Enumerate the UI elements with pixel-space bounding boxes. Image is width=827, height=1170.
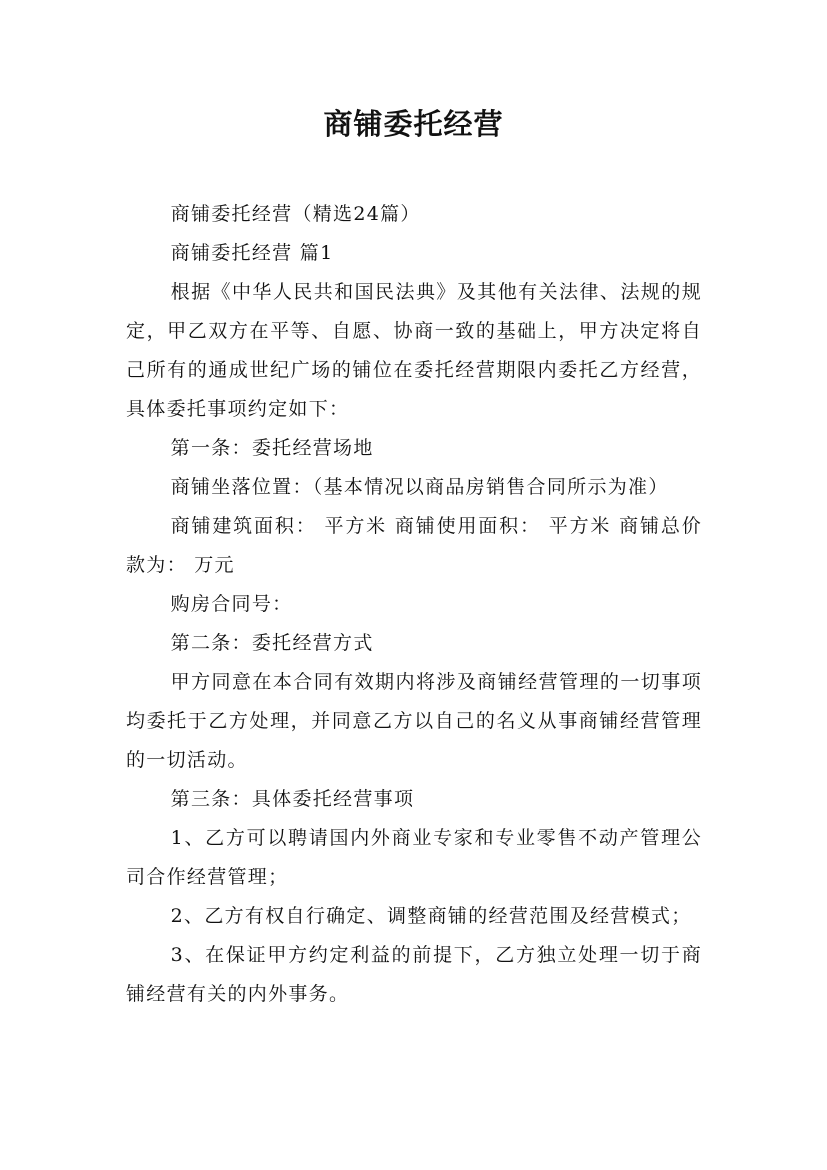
paragraph-article-3-heading: 第三条：具体委托经营事项 (170, 788, 415, 810)
paragraph-article-1-heading: 第一条：委托经营场地 (170, 437, 374, 459)
paragraph-shop-location: 商铺坐落位置：（基本情况以商品房销售合同所示为准） (170, 476, 669, 498)
paragraph-collection-title: 商铺委托经营（精选24篇） (170, 203, 421, 225)
paragraph-item-2: 2、乙方有权自行确定、调整商铺的经营范围及经营模式； (170, 905, 692, 927)
paragraph-item-3: 3、在保证甲方约定利益的前提下，乙方独立处理一切于商铺经营有关的内外事务。 (126, 944, 702, 1005)
paragraph-article-2-body: 甲方同意在本合同有效期内将涉及商铺经营管理的一切事项均委托于乙方处理，并同意乙方以自己的名义从事商铺经营管理的一切活动。 (126, 671, 702, 771)
paragraph-item-1: 1、乙方可以聘请国内外商业专家和专业零售不动产管理公司合作经营管理； (126, 827, 702, 888)
paragraph-article-2-heading: 第二条：委托经营方式 (170, 632, 374, 654)
paragraph-section-heading: 商铺委托经营 篇1 (170, 242, 334, 264)
paragraph-preamble: 根据《中华人民共和国民法典》及其他有关法律、法规的规定，甲乙双方在平等、自愿、协商一致的基础上，甲方决定将自己所有的通成世纪广场的铺位在委托经营期限内委托乙方经营，具体委托事项约定如下： (126, 281, 702, 420)
paragraph-shop-area: 商铺建筑面积： 平方米 商铺使用面积： 平方米 商铺总价款为： 万元 (126, 515, 702, 576)
document-body (126, 195, 702, 1014)
paragraph-contract-number: 购房合同号： (170, 593, 293, 615)
document-title: 商铺委托经营 (323, 107, 504, 141)
